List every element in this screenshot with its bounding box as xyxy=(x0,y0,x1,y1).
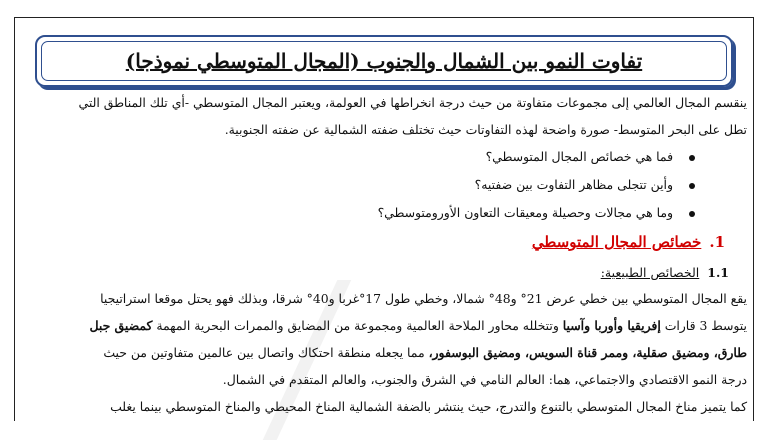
section-heading xyxy=(532,233,725,251)
subsection-number: 1.1 xyxy=(707,265,729,280)
bullet-item: وما هي مجالات وحصيلة ومعيقات التعاون الأورومتوسطي؟ xyxy=(378,207,695,219)
paragraph-line: كما يتميز مناخ المجال المتوسطي بالتنوع والتدرج، حيث ينتشر بالضفة الشمالية المناخ المحيطي والمناخ المتوسطي بينما يغلب xyxy=(110,399,747,414)
paragraph-line: درجة النمو الاقتصادي والاجتماعي، هما: العالم النامي في الشرق والجنوب، والعالم المتقدم في الشمال. xyxy=(222,372,747,387)
bullet-item: فما هي خصائص المجال المتوسطي؟ xyxy=(486,151,695,163)
paragraph-line: يتوسط 3 قارات إفريقيا وأوربا وآسيا وتتخلله محاور الملاحة العالمية ومجموعة من المضايق والممرات البحرية المهمة كمضيق جبل xyxy=(89,318,747,333)
bullet-item: وأين تتجلى مظاهر التفاوت بين ضفتيه؟ xyxy=(475,179,695,191)
title-frame-inner xyxy=(41,41,727,81)
section-number: 1. xyxy=(709,233,725,251)
intro-line-2: تطل على البحر المتوسط- صورة واضحة لهذه التفاوتات حيث تختلف ضفته الشمالية عن ضفته الجنوبية. xyxy=(224,122,747,137)
intro-line-1: ينقسم المجال العالمي إلى مجموعات متفاوتة من حيث درجة انخراطها في العولمة، ويعتبر المجال المتوسطي -أي تلك المناطق التي xyxy=(78,95,747,110)
title-frame xyxy=(35,35,733,87)
bullet-icon xyxy=(689,155,695,161)
section-title: خصائص المجال المتوسطي xyxy=(531,233,702,251)
paragraph-line: يقع المجال المتوسطي بين خطي عرض 21° و48° شمالا، وخطي طول 17°غربا و40° شرقا، وبذلك فهو يحتل موقعا استراتيجيا xyxy=(100,291,747,306)
subsection-title: الخصائص الطبيعية: xyxy=(600,265,700,280)
bullet-icon xyxy=(689,183,695,189)
paragraph-line: طارق، ومضيق صقلية، وممر قناة السويس، ومضيق البوسفور، مما يجعله منطقة احتكاك واتصال بين عالمين متفاوتين من حيث xyxy=(103,345,747,360)
bullet-icon xyxy=(689,211,695,217)
document-title: تفاوت النمو بين الشمال والجنوب (المجال المتوسطي نموذجا) xyxy=(125,49,643,73)
subsection-heading xyxy=(601,265,729,280)
